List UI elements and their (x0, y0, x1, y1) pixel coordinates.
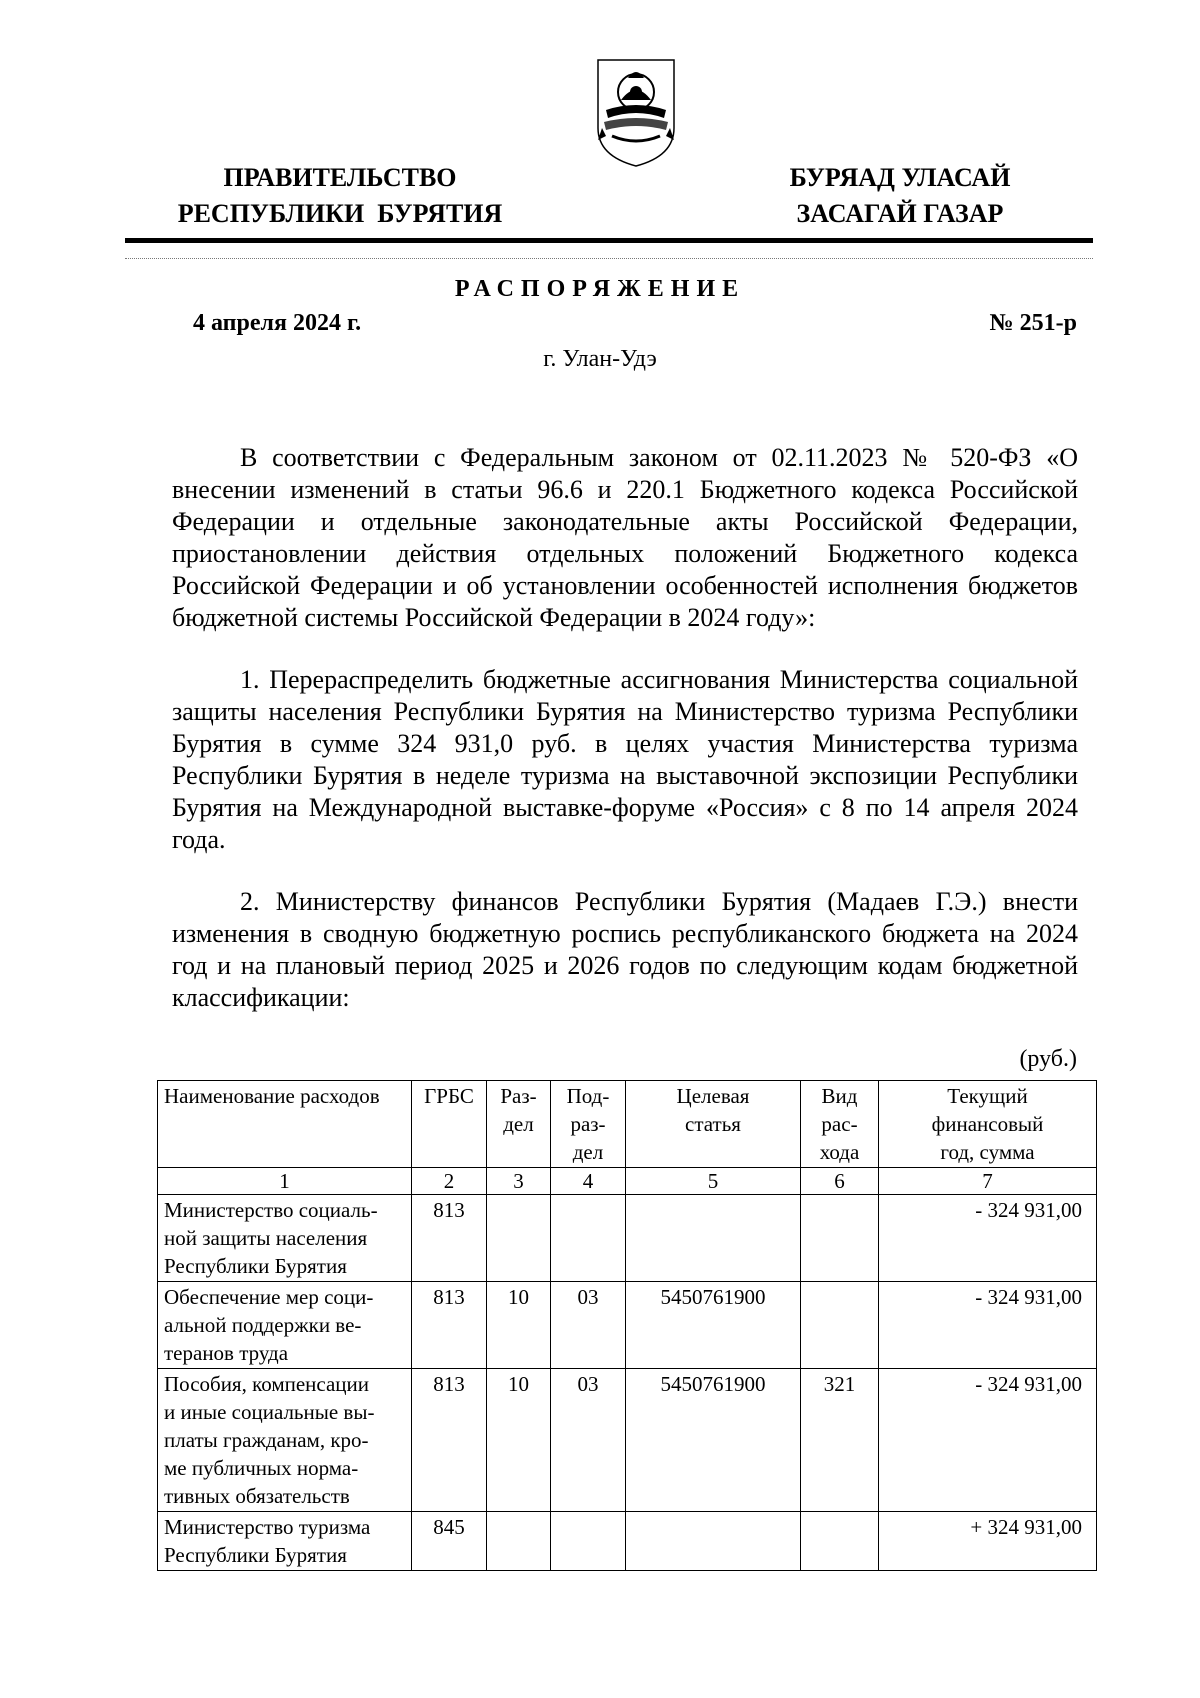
row-podrazdel-cell (551, 1195, 626, 1282)
row-grbs-cell: 813 (412, 1369, 487, 1512)
coat-of-arms-icon (594, 56, 678, 170)
row-podrazdel-cell: 03 (551, 1282, 626, 1369)
header-left-line1: ПРАВИТЕЛЬСТВО (223, 163, 457, 192)
document-title: РАСПОРЯЖЕНИЕ (454, 276, 746, 302)
row-tselevaya-cell: 5450761900 (626, 1282, 801, 1369)
item-1-paragraph: 1. Перераспределить бюджетные ассигнования Министерства социальной защиты населения Республики Бурятия на Министерство туризма Республики Бурятия в сумме 324 931,0 руб. в целях участия Министерства туризма Республики Бурятия в неделе туризма на выставочной экспозиции Республики Бурятия на Международной выставке-форуме «Россия» с 8 по 14 апреля 2024 года. (172, 665, 1078, 854)
budget-table (157, 1080, 1097, 1571)
table-row (158, 1369, 1097, 1512)
header-right-line1: БУРЯАД УЛАСАЙ (789, 163, 1011, 192)
row-vid-cell (801, 1195, 879, 1282)
row-name-cell: Пособия, компенсации и иные социальные вы- платы гражданам, кро- ме публичных норма- тивных обязательств (158, 1369, 412, 1512)
row-tselevaya-cell (626, 1512, 801, 1571)
row-tselevaya-cell (626, 1195, 801, 1282)
column-number: 5 (626, 1168, 801, 1195)
row-vid-cell: 321 (801, 1369, 879, 1512)
row-amount-cell: + 324 931,00 (879, 1512, 1097, 1571)
document-date: 4 апреля 2024 г. (193, 310, 362, 336)
row-vid-cell (801, 1512, 879, 1571)
row-razdel-cell (487, 1195, 551, 1282)
table-row (158, 1195, 1097, 1282)
government-name-buryat (760, 160, 1040, 232)
table-header-row (158, 1081, 1097, 1168)
row-amount-cell: - 324 931,00 (879, 1282, 1097, 1369)
col-vid-header: Вид рас- хода (801, 1081, 879, 1168)
col-tselevaya-header: Целевая статья (626, 1081, 801, 1168)
document-number: № 251-р (989, 310, 1077, 336)
table-column-number-row (158, 1168, 1097, 1195)
header-right-line2: ЗАСАГАЙ ГАЗАР (796, 199, 1004, 228)
column-number: 1 (158, 1168, 412, 1195)
row-tselevaya-cell: 5450761900 (626, 1369, 801, 1512)
col-grbs-header: ГРБС (412, 1081, 487, 1168)
row-name-cell: Министерство социаль- ной защиты населения Республики Бурятия (158, 1195, 412, 1282)
table-row (158, 1512, 1097, 1571)
row-name-cell: Обеспечение мер соци- альной поддержки ве- теранов труда (158, 1282, 412, 1369)
row-grbs-cell: 845 (412, 1512, 487, 1571)
table-row (158, 1282, 1097, 1369)
row-podrazdel-cell: 03 (551, 1369, 626, 1512)
government-name-russian (165, 160, 515, 232)
col-razdel-header: Раз- дел (487, 1081, 551, 1168)
preamble-paragraph: В соответствии с Федеральным законом от 02.11.2023 № 520-ФЗ «О внесении изменений в статьи 96.6 и 220.1 Бюджетного кодекса Российской Федерации и отдельные законодательные акты Российской Федерации, приостановлении действия отдельных положений Бюджетного кодекса Российской Федерации и об установлении особенностей исполнения бюджетов бюджетной системы Российской Федерации в 2024 году»: (172, 443, 1078, 632)
row-name-cell: Министерство туризма Республики Бурятия (158, 1512, 412, 1571)
col-name-header: Наименование расходов (158, 1081, 412, 1168)
column-number: 3 (487, 1168, 551, 1195)
column-number: 2 (412, 1168, 487, 1195)
header-left-line2: РЕСПУБЛИКИ БУРЯТИЯ (177, 199, 503, 228)
row-grbs-cell: 813 (412, 1195, 487, 1282)
item-2-paragraph: 2. Министерству финансов Республики Бурятия (Мадаев Г.Э.) внести изменения в сводную бюджетную роспись республиканского бюджета на 2024 год и на плановый период 2025 и 2026 годов по следующим кодам бюджетной классификации: (172, 887, 1078, 1012)
row-razdel-cell: 10 (487, 1282, 551, 1369)
coat-of-arms-emblem (594, 56, 678, 170)
table-unit: (руб.) (1019, 1046, 1077, 1072)
column-number: 4 (551, 1168, 626, 1195)
column-number: 6 (801, 1168, 879, 1195)
row-amount-cell: - 324 931,00 (879, 1369, 1097, 1512)
row-razdel-cell (487, 1512, 551, 1571)
row-podrazdel-cell (551, 1512, 626, 1571)
header-divider-dotted (125, 258, 1093, 259)
header-divider (125, 238, 1093, 243)
col-amount-header: Текущий финансовый год, сумма (879, 1081, 1097, 1168)
row-vid-cell (801, 1282, 879, 1369)
row-amount-cell: - 324 931,00 (879, 1195, 1097, 1282)
column-number: 7 (879, 1168, 1097, 1195)
col-podrazdel-header: Под- раз- дел (551, 1081, 626, 1168)
row-grbs-cell: 813 (412, 1282, 487, 1369)
document-city: г. Улан-Удэ (543, 346, 657, 372)
row-razdel-cell: 10 (487, 1369, 551, 1512)
